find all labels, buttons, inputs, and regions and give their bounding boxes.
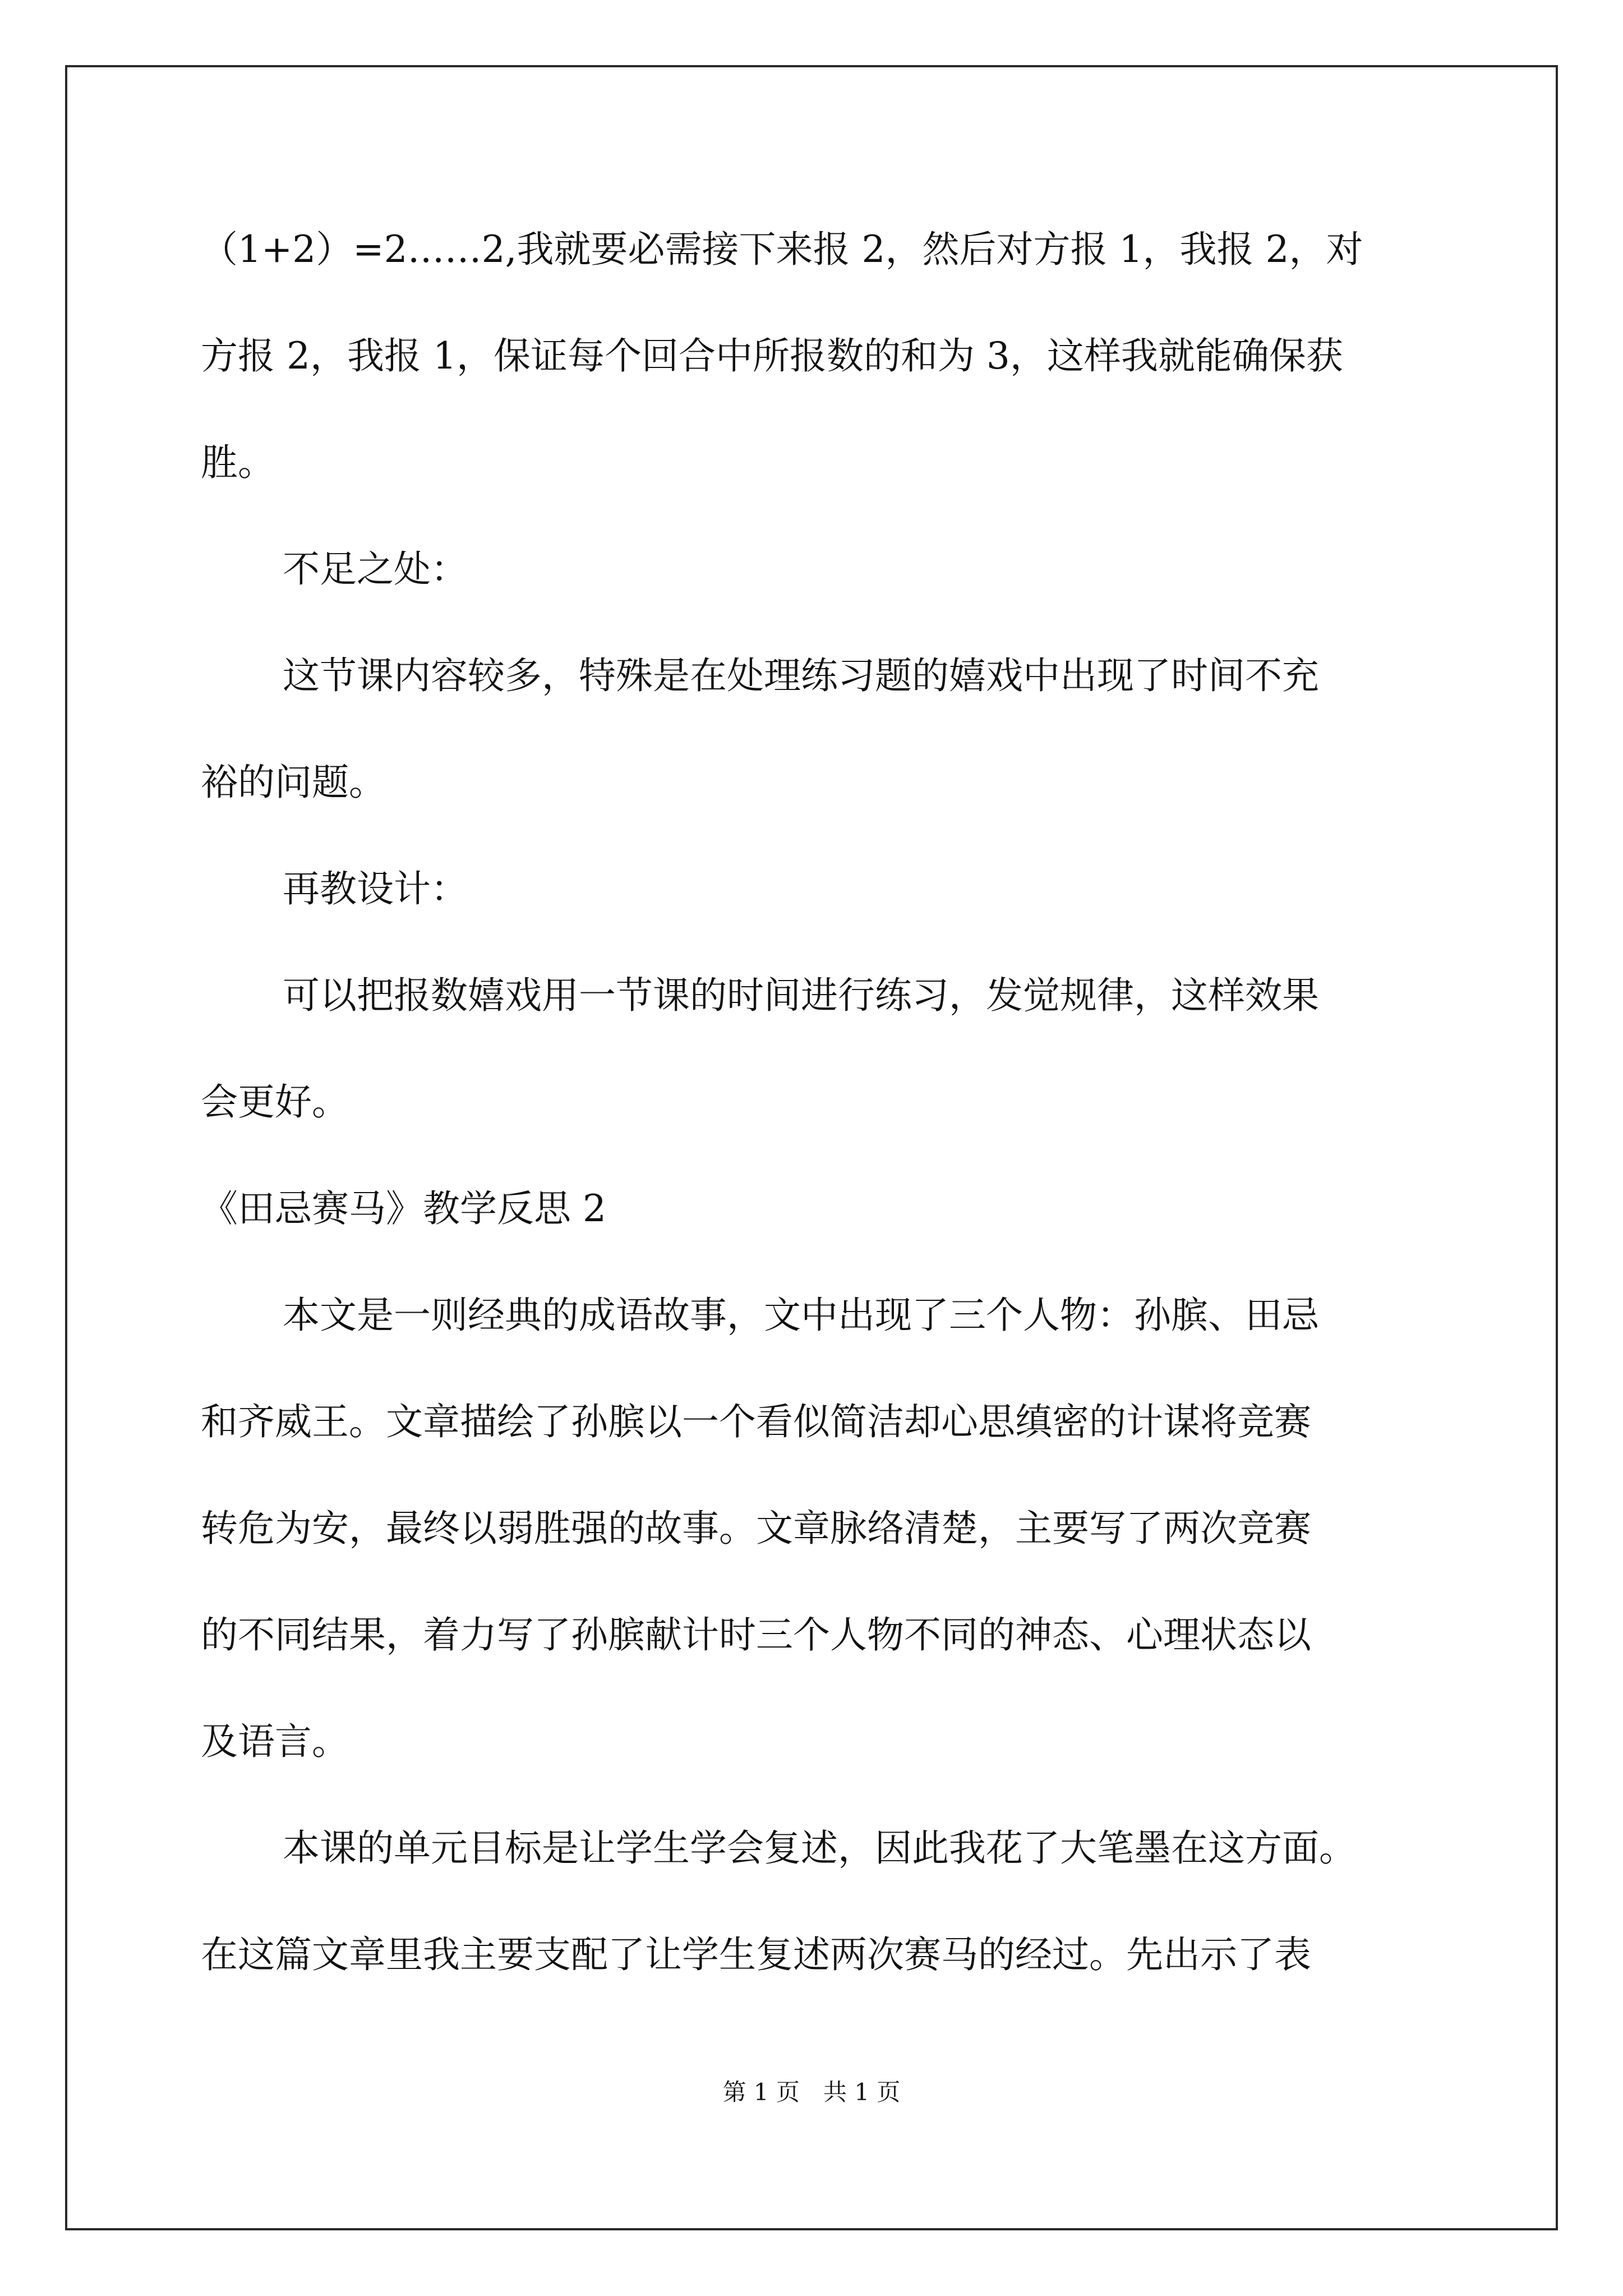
- section-heading: 《田忌赛马》教学反思 2: [201, 1187, 606, 1230]
- body-line-5: 这节课内容较多，特殊是在处理练习题的嬉戏中出现了时间不充: [283, 654, 1319, 697]
- body-line-11: 本文是一则经典的成语故事，文中出现了三个人物：孙膑、田忌: [283, 1294, 1319, 1337]
- section-label-redesign: 再教设计：: [283, 867, 468, 910]
- body-line-3: 胜。: [201, 441, 275, 484]
- body-line-9: 会更好。: [201, 1080, 349, 1124]
- body-line-6: 裕的问题。: [201, 761, 386, 804]
- body-line-14: 的不同结果，着力写了孙膑献计时三个人物不同的神态、心理状态以: [201, 1613, 1311, 1657]
- body-line-12: 和齐威王。文章描绘了孙膑以一个看似简洁却心思缜密的计谋将竞赛: [201, 1400, 1311, 1443]
- page-number-footer: 第 1 页 共 1 页: [722, 2078, 901, 2106]
- body-line-13: 转危为安，最终以弱胜强的故事。文章脉络清楚，主要写了两次竞赛: [201, 1507, 1311, 1550]
- body-line-15: 及语言。: [201, 1720, 349, 1763]
- body-line-1: （1+2）=2……2,我就要必需接下来报 2，然后对方报 1，我报 2，对: [201, 228, 1363, 271]
- body-line-17: 在这篇文章里我主要支配了让学生复述两次赛马的经过。先出示了表: [201, 1933, 1311, 1976]
- body-line-2: 方报 2，我报 1，保证每个回合中所报数的和为 3，这样我就能确保获: [201, 334, 1343, 378]
- body-line-16: 本课的单元目标是让学生学会复述，因此我花了大笔墨在这方面。: [283, 1826, 1356, 1870]
- body-line-8: 可以把报数嬉戏用一节课的时间进行练习，发觉规律，这样效果: [283, 974, 1319, 1017]
- section-label-shortcomings: 不足之处：: [283, 547, 468, 591]
- page-border: [65, 65, 1558, 2230]
